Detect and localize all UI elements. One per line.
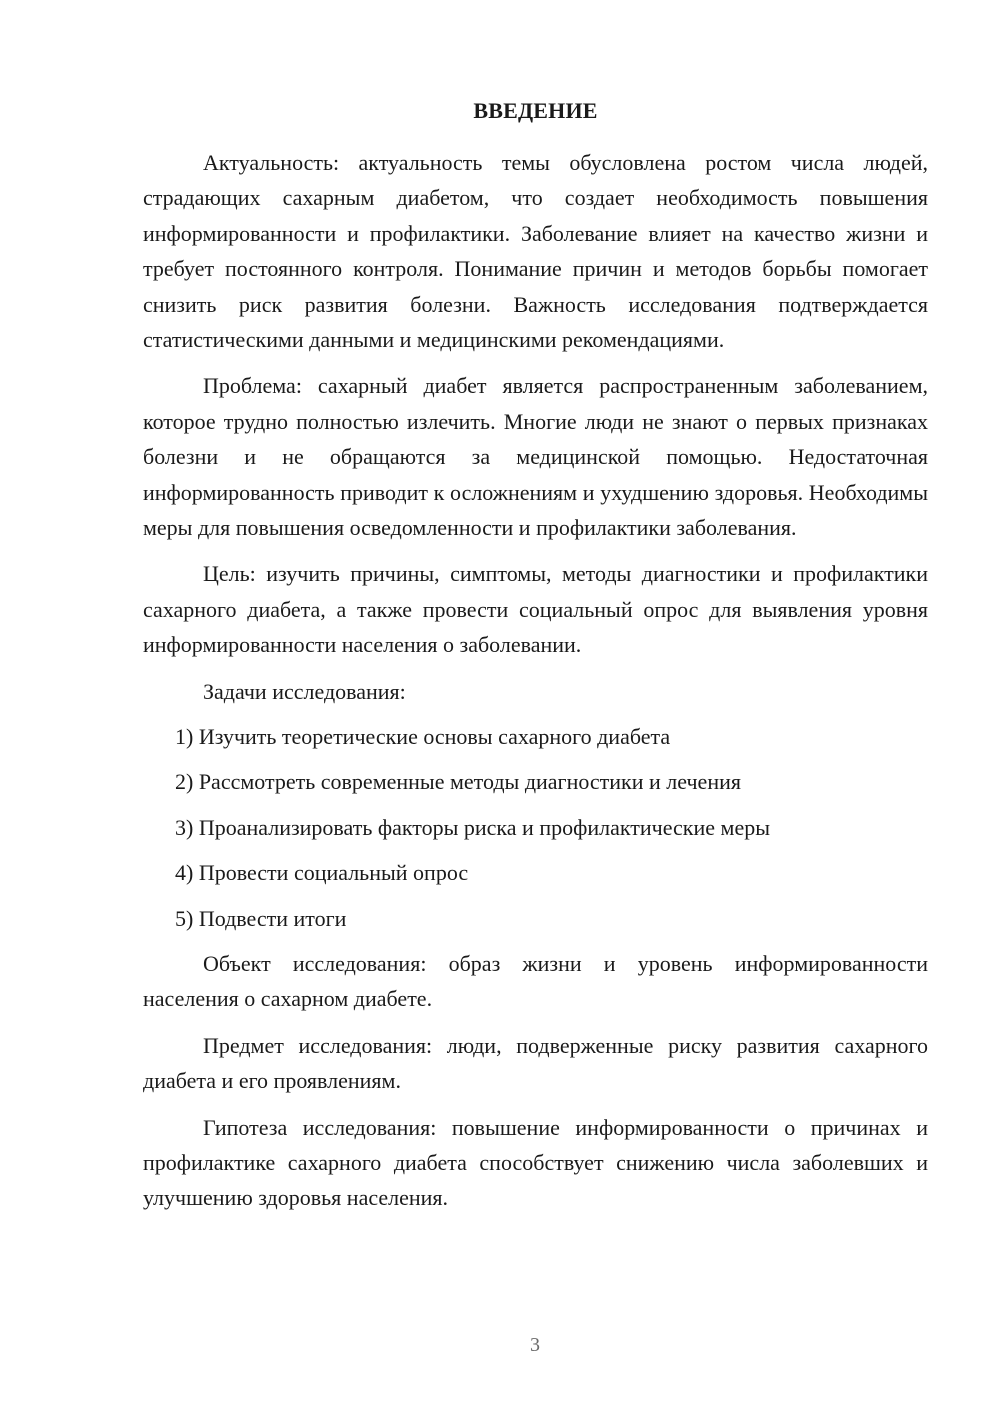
- tasks-list: [143, 719, 928, 936]
- list-item: 3) Проанализировать факторы риска и профилактические меры: [175, 814, 770, 840]
- goal-paragraph: Цель: изучить причины, симптомы, методы диагностики и профилактики сахарного диабета, а также провести социальный опрос для выявления уровня информированности населения о заболевании.: [143, 561, 928, 658]
- problem-paragraph: Проблема: сахарный диабет является распространенным заболеванием, которое трудно полностью излечить. Многие люди не знают о первых признаках болезни и не обращаются за медицинской помощью. Недостаточная информированность приводит к осложнениям и ухудшению здоровья. Необходимы меры для повышения осведомленности и профилактики заболевания.: [143, 373, 928, 541]
- list-item: 1) Изучить теоретические основы сахарного диабета: [175, 724, 671, 750]
- relevance-paragraph: Актуальность: актуальность темы обусловлена ростом числа людей, страдающих сахарным диабетом, что создает необходимость повышения информированности и профилактики. Заболевание влияет на качество жизни и требует постоянного контроля. Понимание причин и методов борьбы помогает снизить риск развития болезни. Важность исследования подтверждается статистическими данными и медицинскими рекомендациями.: [143, 150, 928, 353]
- list-item: 5) Подвести итоги: [175, 905, 347, 931]
- page-title: ВВЕДЕНИЕ: [473, 98, 598, 123]
- page-content: [143, 97, 928, 1216]
- object-paragraph: Объект исследования: образ жизни и уровень информированности населения о сахарном диабете.: [143, 951, 928, 1012]
- list-item: 4) Провести социальный опрос: [175, 860, 469, 886]
- hypothesis-paragraph: Гипотеза исследования: повышение информированности о причинах и профилактике сахарного диабета способствует снижению числа заболевших и улучшению здоровья населения.: [143, 1114, 928, 1211]
- tasks-heading: Задачи исследования:: [203, 678, 406, 704]
- list-item: 2) Рассмотреть современные методы диагностики и лечения: [175, 769, 741, 795]
- page-number: 3: [530, 1334, 540, 1356]
- subject-paragraph: Предмет исследования: люди, подверженные риску развития сахарного диабета и его проявлениям.: [143, 1032, 928, 1094]
